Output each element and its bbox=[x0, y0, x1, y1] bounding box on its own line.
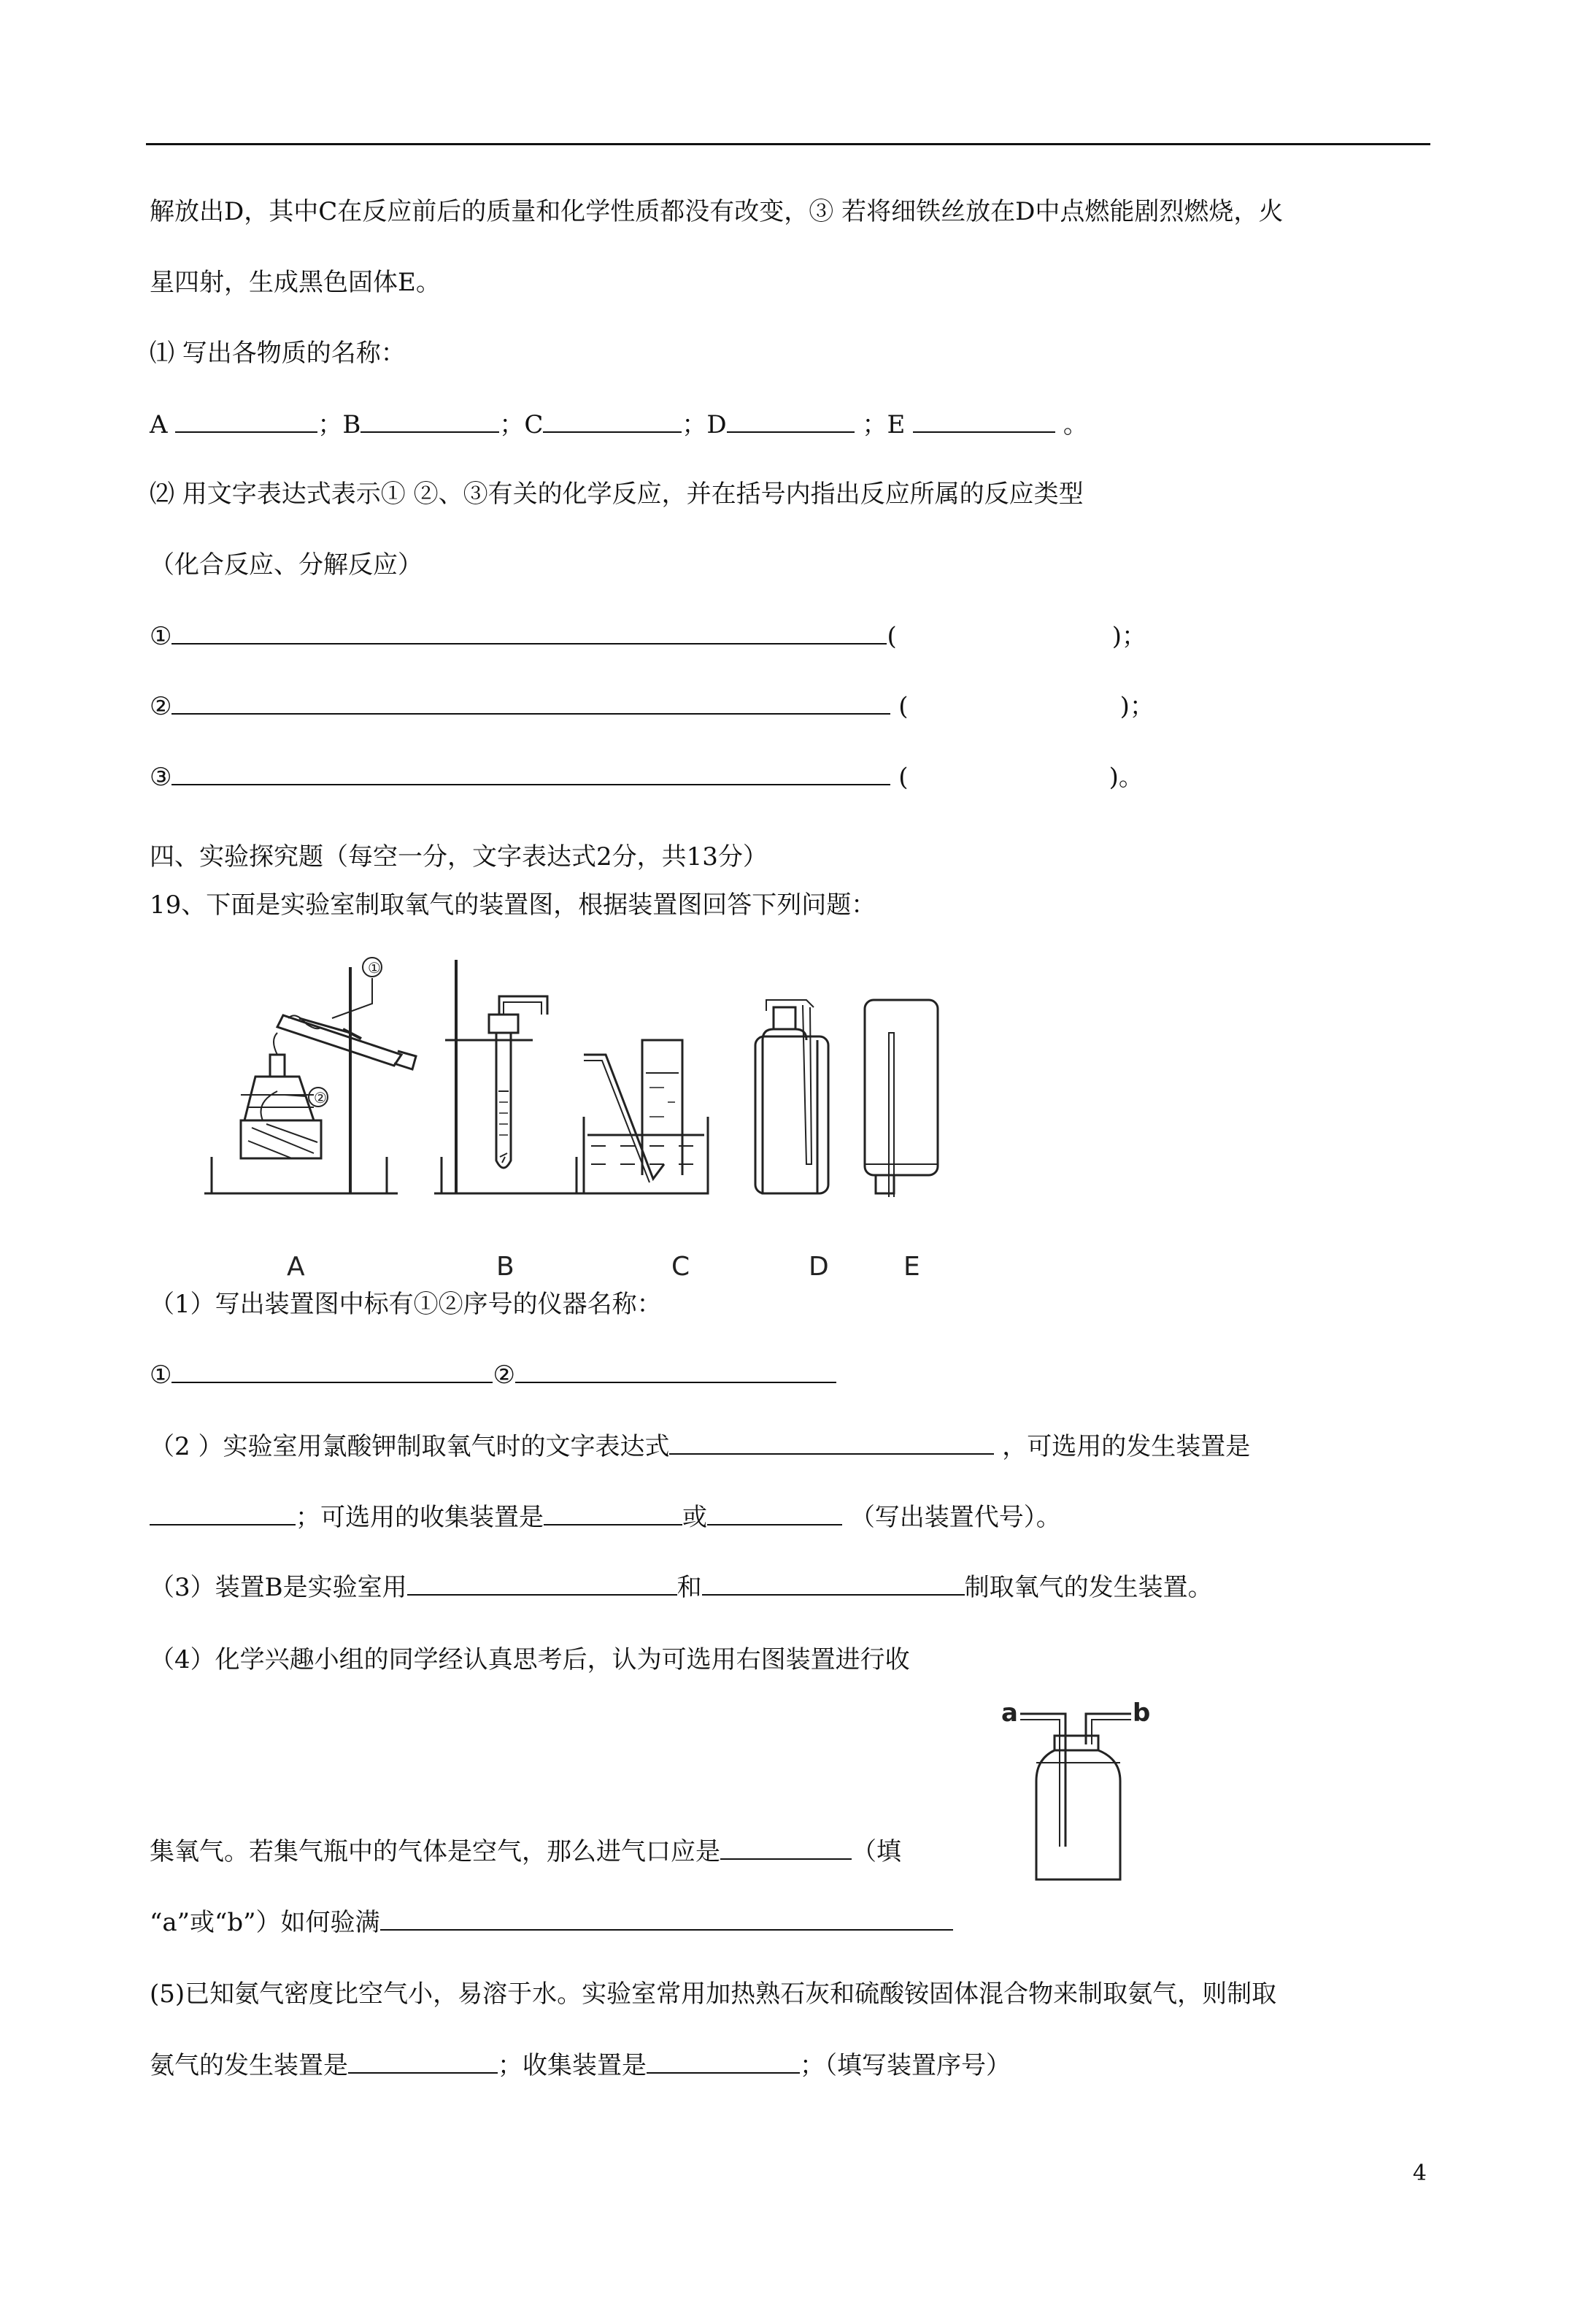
label-c: ；C bbox=[499, 410, 544, 439]
paren-open-3: ( bbox=[898, 763, 909, 792]
q2-reaction-1 bbox=[150, 620, 1146, 653]
s2-text-d: 或 bbox=[682, 1503, 707, 1532]
s2-equation-blank[interactable] bbox=[669, 1431, 994, 1455]
paren-open-2: ( bbox=[898, 692, 909, 721]
reaction-mark-1: ① bbox=[150, 622, 172, 651]
paren-open-1: ( bbox=[887, 622, 897, 651]
paren-close-1: )； bbox=[1111, 622, 1147, 651]
blank-e[interactable] bbox=[913, 409, 1055, 433]
inlet-a-label: a bbox=[1001, 1701, 1018, 1728]
s2-text-c: ；可选用的收集装置是 bbox=[296, 1503, 544, 1532]
s3-text-b: 和 bbox=[676, 1573, 702, 1602]
page-number: 4 bbox=[1412, 2161, 1427, 2186]
sub-question-4-line-2 bbox=[150, 1836, 901, 1868]
apparatus-d bbox=[755, 1000, 832, 1204]
instrument-mark-2: ② bbox=[493, 1361, 515, 1390]
header-rule bbox=[146, 143, 1430, 145]
label-apparatus-a: A bbox=[287, 1252, 305, 1282]
label-end: 。 bbox=[1063, 410, 1088, 439]
question-19: 19、下面是实验室制取氧气的装置图，根据装置图回答下列问题： bbox=[150, 890, 876, 920]
blank-c[interactable] bbox=[543, 409, 682, 433]
label-apparatus-c: C bbox=[671, 1252, 690, 1282]
mark-2: ② bbox=[314, 1089, 327, 1107]
s5-collector-blank[interactable] bbox=[647, 2050, 800, 2074]
sub-question-1: （1）写出装置图中标有①②序号的仪器名称： bbox=[150, 1290, 662, 1319]
reaction-blank-2[interactable] bbox=[171, 691, 890, 715]
blank-a[interactable] bbox=[175, 409, 317, 433]
sub-question-5-line-1: (5)已知氨气密度比空气小，易溶于水。实验室常用加热熟石灰和硫酸铵固体混合物来制取氨气，则制取 bbox=[150, 1979, 1277, 2009]
s2-collector-blank-2[interactable] bbox=[707, 1502, 842, 1525]
s4-text-b: 集氧气。若集气瓶中的气体是空气，那么进气口应是 bbox=[150, 1837, 720, 1866]
gas-collection-bottle bbox=[1000, 1701, 1160, 1890]
s2-generator-blank[interactable] bbox=[150, 1502, 296, 1525]
label-apparatus-b: B bbox=[496, 1252, 514, 1282]
sub-question-2-line-1 bbox=[150, 1431, 1250, 1463]
apparatus-a bbox=[204, 958, 416, 1193]
blank-d[interactable] bbox=[727, 409, 855, 433]
s5-text-b: 氨气的发生装置是 bbox=[150, 2051, 348, 2080]
s3-text-a: （3）装置B是实验室用 bbox=[150, 1573, 407, 1602]
s2-text-a: （2 ）实验室用氯酸钾制取氧气时的文字表达式 bbox=[150, 1432, 670, 1461]
reaction-mark-3: ③ bbox=[150, 763, 172, 792]
label-d: ；D bbox=[682, 410, 727, 439]
apparatus-b bbox=[434, 960, 584, 1193]
apparatus-figure bbox=[197, 945, 971, 1252]
s4-text-c: （填 bbox=[852, 1837, 901, 1866]
s3-blank-1[interactable] bbox=[407, 1572, 677, 1596]
label-a: A bbox=[150, 410, 168, 439]
s5-text-c: ；收集装置是 bbox=[498, 2051, 647, 2080]
reaction-blank-1[interactable] bbox=[171, 621, 887, 645]
s2-collector-blank-1[interactable] bbox=[544, 1502, 682, 1525]
instrument-blank-1[interactable] bbox=[171, 1360, 493, 1383]
label-e: ；E bbox=[862, 410, 906, 439]
blank-b[interactable] bbox=[361, 409, 499, 433]
sub-question-4-line-1: （4）化学兴趣小组的同学经认真思考后，认为可选用右图装置进行收 bbox=[150, 1645, 910, 1674]
s2-text-b: ，可选用的发生装置是 bbox=[1002, 1432, 1251, 1461]
sub-question-3 bbox=[150, 1571, 1213, 1604]
paren-close-2: )； bbox=[1119, 692, 1154, 721]
s3-text-c: 制取氧气的发生装置。 bbox=[964, 1573, 1213, 1602]
sub-question-2-line-2 bbox=[150, 1501, 1061, 1534]
instrument-mark-1: ① bbox=[150, 1361, 172, 1390]
label-apparatus-d: D bbox=[809, 1252, 829, 1282]
q2-reaction-3 bbox=[150, 761, 1144, 793]
intro-line-2: 星四射，生成黑色固体E。 bbox=[150, 268, 441, 297]
intro-line-1: 解放出D，其中C在反应前后的质量和化学性质都没有改变，③ 若将细铁丝放在D中点燃能剧烈燃烧，火 bbox=[150, 197, 1284, 226]
instrument-blank-2[interactable] bbox=[515, 1360, 836, 1383]
s5-generator-blank[interactable] bbox=[348, 2050, 498, 2074]
s4-check-blank[interactable] bbox=[380, 1907, 953, 1931]
s2-text-e: （写出装置代号）。 bbox=[849, 1503, 1061, 1532]
sub-question-4-line-3 bbox=[150, 1906, 953, 1939]
paren-close-3: )。 bbox=[1109, 763, 1144, 792]
sub-question-1-blanks bbox=[150, 1359, 836, 1391]
section-4-heading: 四、实验探究题（每空一分，文字表达式2分，共13分） bbox=[150, 842, 768, 872]
apparatus-c bbox=[584, 1040, 708, 1193]
q1-blanks bbox=[150, 409, 1088, 441]
apparatus-e bbox=[865, 1000, 938, 1197]
reaction-blank-3[interactable] bbox=[171, 762, 890, 785]
q2-types: （化合反应、分解反应） bbox=[150, 550, 423, 580]
reaction-mark-2: ② bbox=[150, 692, 172, 721]
sub-question-5-line-2 bbox=[150, 2050, 1011, 2082]
q1-title: ⑴ 写出各物质的名称： bbox=[150, 339, 406, 368]
mark-1: ① bbox=[368, 959, 381, 977]
q2-reaction-2 bbox=[150, 690, 1154, 723]
inlet-b-label: b bbox=[1133, 1701, 1151, 1728]
s5-text-d: ；（填写装置序号） bbox=[800, 2051, 1011, 2080]
label-apparatus-e: E bbox=[903, 1252, 920, 1282]
q2-title: ⑵ 用文字表达式表示① ②、③有关的化学反应，并在括号内指出反应所属的反应类型 bbox=[150, 480, 1084, 509]
label-b: ；B bbox=[317, 410, 361, 439]
s4-inlet-blank[interactable] bbox=[720, 1836, 852, 1860]
s3-blank-2[interactable] bbox=[702, 1572, 965, 1596]
s4-text-d: “a”或“b”）如何验满 bbox=[150, 1908, 380, 1937]
